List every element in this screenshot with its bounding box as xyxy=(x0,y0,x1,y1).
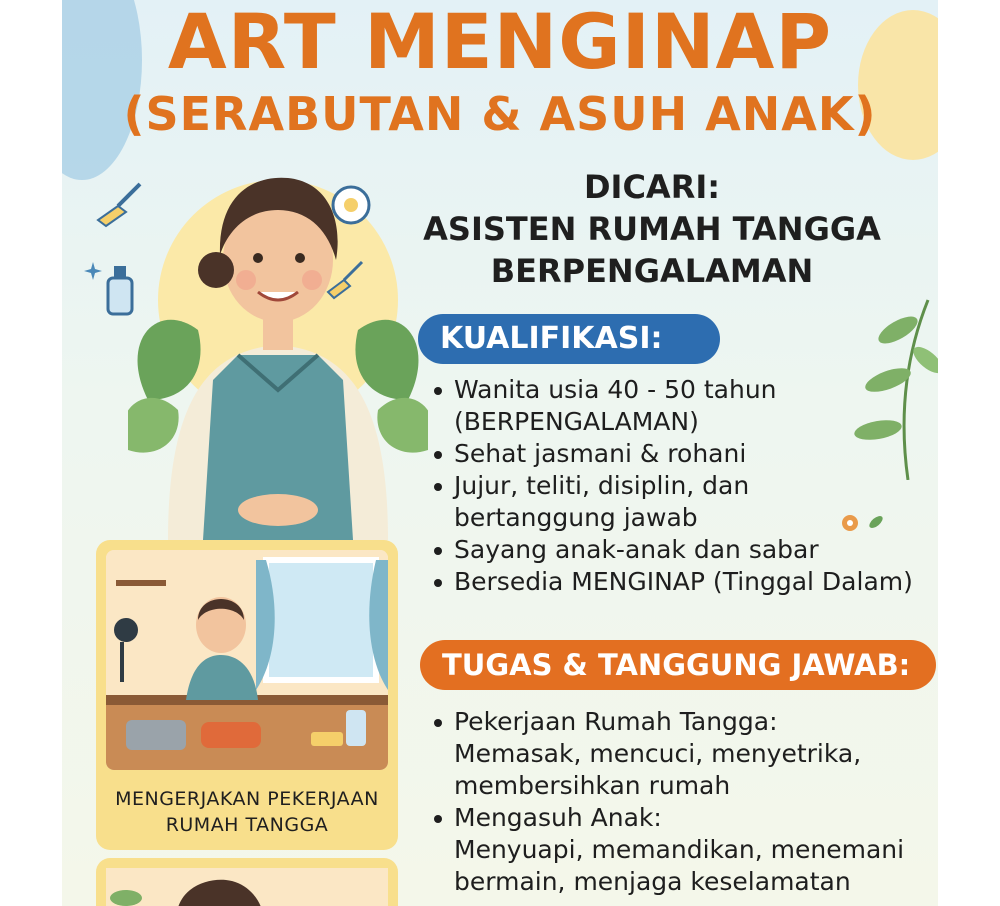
card-caption xyxy=(96,786,398,838)
list-item xyxy=(430,534,930,566)
sought-line-1: DICARI: xyxy=(583,168,721,206)
spray-bottle-icon xyxy=(102,260,138,316)
list-item xyxy=(430,706,930,802)
housekeeper-illustration xyxy=(128,150,428,540)
list-item-text: Wanita usia 40 - 50 tahun xyxy=(454,375,777,404)
list-item-text: Pekerjaan Rumah Tangga: xyxy=(454,707,778,736)
list-item-text: Bersedia MENGINAP (Tinggal Dalam) xyxy=(454,567,913,596)
list-item-text: Sehat jasmani & rohani xyxy=(454,439,747,468)
poster-title: ART MENGINAP xyxy=(167,0,833,86)
list-item xyxy=(430,470,930,534)
list-item xyxy=(430,566,930,598)
card-caption-line-2: RUMAH TANGGA xyxy=(165,814,329,836)
fried-egg-icon xyxy=(328,182,374,228)
qualifications-list xyxy=(430,374,930,598)
list-item xyxy=(430,802,930,898)
list-item-text: membersihkan rumah xyxy=(454,771,731,800)
broom-icon xyxy=(324,258,368,302)
list-item-text: Jujur, teliti, disiplin, dan xyxy=(454,471,750,500)
poster-subtitle: (SERABUTAN & ASUH ANAK) xyxy=(123,87,877,141)
list-item-text: bermain, menjaga keselamatan xyxy=(454,867,851,896)
list-item xyxy=(430,438,930,470)
duties-heading: TUGAS & TANGGUNG JAWAB: xyxy=(420,640,936,690)
list-item-text: (BERPENGALAMAN) xyxy=(454,407,699,436)
list-item-text: Sayang anak-anak dan sabar xyxy=(454,535,819,564)
qualifications-heading: KUALIFIKASI: xyxy=(418,314,720,364)
job-poster xyxy=(62,0,938,906)
childcare-card xyxy=(96,858,398,906)
childcare-illustration xyxy=(96,858,398,906)
sought-line-2: ASISTEN RUMAH TANGGA xyxy=(423,210,881,248)
sought-line-3: BERPENGALAMAN xyxy=(490,252,814,290)
list-item-text: Mengasuh Anak: xyxy=(454,803,662,832)
card-caption-line-1: MENGERJAKAN PEKERJAAN xyxy=(115,788,379,810)
kitchen-illustration xyxy=(106,550,388,770)
duties-list xyxy=(430,706,930,898)
broom-icon xyxy=(92,178,152,228)
list-item-text: bertanggung jawab xyxy=(454,503,698,532)
list-item xyxy=(430,374,930,438)
list-item-text: Memasak, mencuci, menyetrika, xyxy=(454,739,862,768)
kitchen-scene xyxy=(106,550,388,770)
housework-card xyxy=(96,540,398,850)
list-item-text: Menyuapi, memandikan, menemani xyxy=(454,835,905,864)
sparkle-icon xyxy=(84,262,102,280)
